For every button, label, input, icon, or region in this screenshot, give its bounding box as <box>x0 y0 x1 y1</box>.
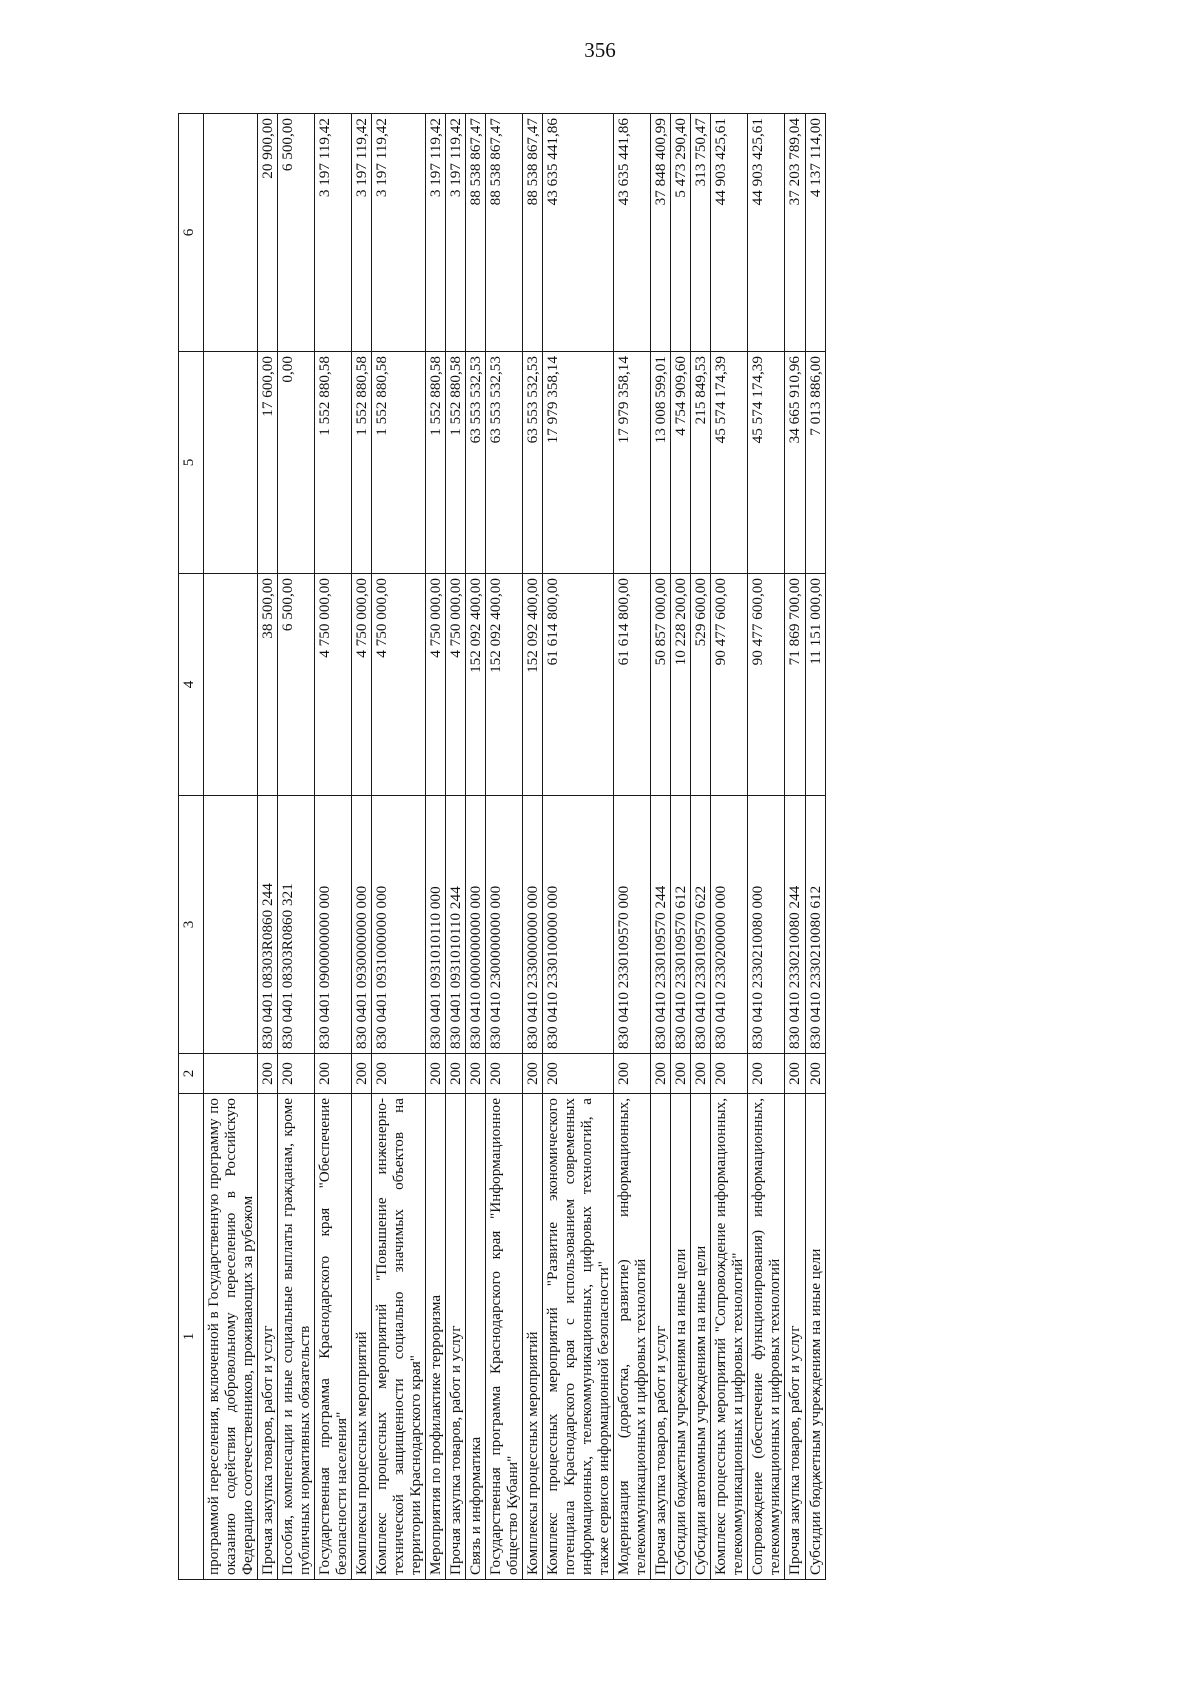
row-remaining-cell: 313 750,47 <box>691 114 711 352</box>
row-classifier-cell: 830 0401 0931010110 000 <box>426 796 446 1054</box>
row-executed-cell: 1 552 880,58 <box>352 352 372 574</box>
row-approved-cell: 152 092 400,00 <box>523 574 543 796</box>
row-classifier-cell: 830 0410 2330210080 244 <box>785 796 805 1054</box>
row-code-cell: 200 <box>466 1054 486 1094</box>
row-code-cell: 200 <box>614 1054 651 1094</box>
table-row <box>614 114 651 1580</box>
table-body <box>179 114 826 1580</box>
table-row <box>278 114 315 1580</box>
table-row <box>523 114 543 1580</box>
header-col-3: 3 <box>179 796 204 1054</box>
row-executed-cell: 0,00 <box>278 352 315 574</box>
row-name-cell: Связь и информатика <box>466 1094 486 1580</box>
table-row <box>671 114 691 1580</box>
row-approved-cell: 71 869 700,00 <box>785 574 805 796</box>
row-executed-cell: 7 013 886,00 <box>805 352 825 574</box>
row-classifier-cell: 830 0410 2330000000 000 <box>523 796 543 1054</box>
row-classifier-cell: 830 0410 0000000000 000 <box>466 796 486 1054</box>
row-approved-cell: 61 614 800,00 <box>614 574 651 796</box>
row-approved-cell: 6 500,00 <box>278 574 315 796</box>
header-col-5: 5 <box>179 352 204 574</box>
row-classifier-cell: 830 0410 2300000000 000 <box>486 796 523 1054</box>
row-approved-cell: 90 477 600,00 <box>748 574 785 796</box>
row-name-cell: Пособия, компенсации и иные социальные выплаты гражданам, кроме публичных нормативных обязательств <box>278 1094 315 1580</box>
row-approved-cell: 50 857 000,00 <box>651 574 671 796</box>
row-code-cell: 200 <box>711 1054 748 1094</box>
table-row <box>466 114 486 1580</box>
header-col-2: 2 <box>179 1054 204 1094</box>
row-name-cell: Комплекс процессных мероприятий "Развитие экономического потенциала Краснодарского края с использованием современных информационных, телекоммуникационных, цифровых технологий, а также сервисов информационной безопасности" <box>543 1094 614 1580</box>
row-code-cell: 200 <box>785 1054 805 1094</box>
row-classifier-cell: 830 0410 2330109570 000 <box>614 796 651 1054</box>
row-code-cell: 200 <box>691 1054 711 1094</box>
row-code-cell: 200 <box>258 1054 278 1094</box>
row-executed-cell: 17 600,00 <box>258 352 278 574</box>
row-approved-cell: 4 750 000,00 <box>352 574 372 796</box>
table-row <box>426 114 446 1580</box>
row-executed-cell: 13 008 599,01 <box>651 352 671 574</box>
row-approved-cell: 11 151 000,00 <box>805 574 825 796</box>
rotated-table-container <box>178 114 1078 1580</box>
row-classifier-cell: 830 0401 0930000000 000 <box>352 796 372 1054</box>
table-row <box>446 114 466 1580</box>
row-name-cell: Комплекс процессных мероприятий "Повышение инженерно-технической защищенности социально значимых объектов на территории Краснодарского края" <box>372 1094 426 1580</box>
table-row <box>691 114 711 1580</box>
row-classifier-cell: 830 0401 08303R0860 321 <box>278 796 315 1054</box>
row-name-cell: программой переселения, включенной в Государственную программу по оказанию содействия добровольному переселению в Российскую Федерацию соотечественников, проживающих за рубежом <box>204 1094 258 1580</box>
row-remaining-cell: 5 473 290,40 <box>671 114 691 352</box>
row-executed-cell: 34 665 910,96 <box>785 352 805 574</box>
table-row <box>352 114 372 1580</box>
row-remaining-cell: 43 635 441,86 <box>614 114 651 352</box>
row-name-cell: Прочая закупка товаров, работ и услуг <box>785 1094 805 1580</box>
row-executed-cell <box>204 352 258 574</box>
row-name-cell: Государственная программа Краснодарского края "Информационное общество Кубани" <box>486 1094 523 1580</box>
table-row <box>785 114 805 1580</box>
row-remaining-cell: 3 197 119,42 <box>352 114 372 352</box>
budget-table <box>178 113 826 1580</box>
table-row <box>805 114 825 1580</box>
row-code-cell: 200 <box>315 1054 352 1094</box>
row-remaining-cell: 44 903 425,61 <box>711 114 748 352</box>
row-classifier-cell: 830 0410 2330109570 622 <box>691 796 711 1054</box>
row-remaining-cell: 3 197 119,42 <box>372 114 426 352</box>
row-executed-cell: 45 574 174,39 <box>748 352 785 574</box>
row-code-cell: 200 <box>543 1054 614 1094</box>
row-executed-cell: 17 979 358,14 <box>614 352 651 574</box>
row-name-cell: Государственная программа Краснодарского края "Обеспечение безопасности населения" <box>315 1094 352 1580</box>
row-remaining-cell: 3 197 119,42 <box>315 114 352 352</box>
row-remaining-cell: 6 500,00 <box>278 114 315 352</box>
row-approved-cell: 10 228 200,00 <box>671 574 691 796</box>
row-remaining-cell: 43 635 441,86 <box>543 114 614 352</box>
row-executed-cell: 1 552 880,58 <box>372 352 426 574</box>
row-name-cell: Мероприятия по профилактике терроризма <box>426 1094 446 1580</box>
row-remaining-cell: 20 900,00 <box>258 114 278 352</box>
row-remaining-cell: 3 197 119,42 <box>426 114 446 352</box>
row-approved-cell: 61 614 800,00 <box>543 574 614 796</box>
table-row <box>748 114 785 1580</box>
row-code-cell: 200 <box>446 1054 466 1094</box>
row-code-cell: 200 <box>426 1054 446 1094</box>
row-executed-cell: 45 574 174,39 <box>711 352 748 574</box>
row-classifier-cell: 830 0410 2330210080 612 <box>805 796 825 1054</box>
table-row <box>315 114 352 1580</box>
row-remaining-cell: 4 137 114,00 <box>805 114 825 352</box>
row-executed-cell: 1 552 880,58 <box>446 352 466 574</box>
row-remaining-cell: 44 903 425,61 <box>748 114 785 352</box>
row-approved-cell: 152 092 400,00 <box>486 574 523 796</box>
row-approved-cell: 152 092 400,00 <box>466 574 486 796</box>
row-code-cell: 200 <box>486 1054 523 1094</box>
row-name-cell: Комплекс процессных мероприятий "Сопровождение информационных, телекоммуникационных и цифровых технологий" <box>711 1094 748 1580</box>
row-classifier-cell: 830 0401 0931000000 000 <box>372 796 426 1054</box>
header-col-4: 4 <box>179 574 204 796</box>
row-name-cell: Субсидии бюджетным учреждениям на иные цели <box>805 1094 825 1580</box>
row-name-cell: Комплексы процессных мероприятий <box>352 1094 372 1580</box>
row-classifier-cell: 830 0410 2330109570 244 <box>651 796 671 1054</box>
row-code-cell: 200 <box>523 1054 543 1094</box>
row-classifier-cell: 830 0401 08303R0860 244 <box>258 796 278 1054</box>
row-approved-cell: 4 750 000,00 <box>426 574 446 796</box>
row-remaining-cell: 37 203 789,04 <box>785 114 805 352</box>
row-name-cell: Субсидии автономным учреждениям на иные цели <box>691 1094 711 1580</box>
row-code-cell: 200 <box>372 1054 426 1094</box>
row-name-cell: Модернизация (доработка, развитие) информационных, телекоммуникационных и цифровых технологий <box>614 1094 651 1580</box>
table-row <box>486 114 523 1580</box>
row-classifier-cell: 830 0401 0931010110 244 <box>446 796 466 1054</box>
row-name-cell: Субсидии бюджетным учреждениям на иные цели <box>671 1094 691 1580</box>
row-approved-cell: 4 750 000,00 <box>315 574 352 796</box>
row-classifier-cell: 830 0410 2330210080 000 <box>748 796 785 1054</box>
row-name-cell: Прочая закупка товаров, работ и услуг <box>651 1094 671 1580</box>
table-row <box>258 114 278 1580</box>
row-name-cell: Комплексы процессных мероприятий <box>523 1094 543 1580</box>
row-executed-cell: 215 849,53 <box>691 352 711 574</box>
row-remaining-cell: 3 197 119,42 <box>446 114 466 352</box>
row-executed-cell: 63 553 532,53 <box>466 352 486 574</box>
row-name-cell: Прочая закупка товаров, работ и услуг <box>258 1094 278 1580</box>
row-approved-cell: 38 500,00 <box>258 574 278 796</box>
row-classifier-cell: 830 0410 2330100000 000 <box>543 796 614 1054</box>
row-code-cell: 200 <box>748 1054 785 1094</box>
row-code-cell: 200 <box>651 1054 671 1094</box>
table-row <box>651 114 671 1580</box>
row-name-cell: Прочая закупка товаров, работ и услуг <box>446 1094 466 1580</box>
row-remaining-cell <box>204 114 258 352</box>
row-approved-cell: 90 477 600,00 <box>711 574 748 796</box>
row-code-cell: 200 <box>805 1054 825 1094</box>
row-executed-cell: 1 552 880,58 <box>315 352 352 574</box>
header-col-1: 1 <box>179 1094 204 1580</box>
row-executed-cell: 1 552 880,58 <box>426 352 446 574</box>
table-header-row <box>179 114 204 1580</box>
row-executed-cell: 17 979 358,14 <box>543 352 614 574</box>
row-executed-cell: 63 553 532,53 <box>523 352 543 574</box>
page-number: 356 <box>584 38 616 62</box>
table-row <box>372 114 426 1580</box>
row-code-cell: 200 <box>671 1054 691 1094</box>
table-row <box>543 114 614 1580</box>
row-classifier-cell: 830 0401 0900000000 000 <box>315 796 352 1054</box>
row-approved-cell <box>204 574 258 796</box>
row-remaining-cell: 88 538 867,47 <box>466 114 486 352</box>
row-code-cell: 200 <box>352 1054 372 1094</box>
header-col-6: 6 <box>179 114 204 352</box>
row-classifier-cell: 830 0410 2330109570 612 <box>671 796 691 1054</box>
row-code-cell <box>204 1054 258 1094</box>
row-approved-cell: 529 600,00 <box>691 574 711 796</box>
row-remaining-cell: 88 538 867,47 <box>486 114 523 352</box>
row-classifier-cell <box>204 796 258 1054</box>
row-classifier-cell: 830 0410 2330200000 000 <box>711 796 748 1054</box>
row-code-cell: 200 <box>278 1054 315 1094</box>
table-row <box>204 114 258 1580</box>
row-approved-cell: 4 750 000,00 <box>372 574 426 796</box>
row-name-cell: Сопровождение (обеспечение функционирования) информационных, телекоммуникационных и цифровых технологий <box>748 1094 785 1580</box>
row-executed-cell: 4 754 909,60 <box>671 352 691 574</box>
row-approved-cell: 4 750 000,00 <box>446 574 466 796</box>
row-remaining-cell: 88 538 867,47 <box>523 114 543 352</box>
row-executed-cell: 63 553 532,53 <box>486 352 523 574</box>
row-remaining-cell: 37 848 400,99 <box>651 114 671 352</box>
table-row <box>711 114 748 1580</box>
